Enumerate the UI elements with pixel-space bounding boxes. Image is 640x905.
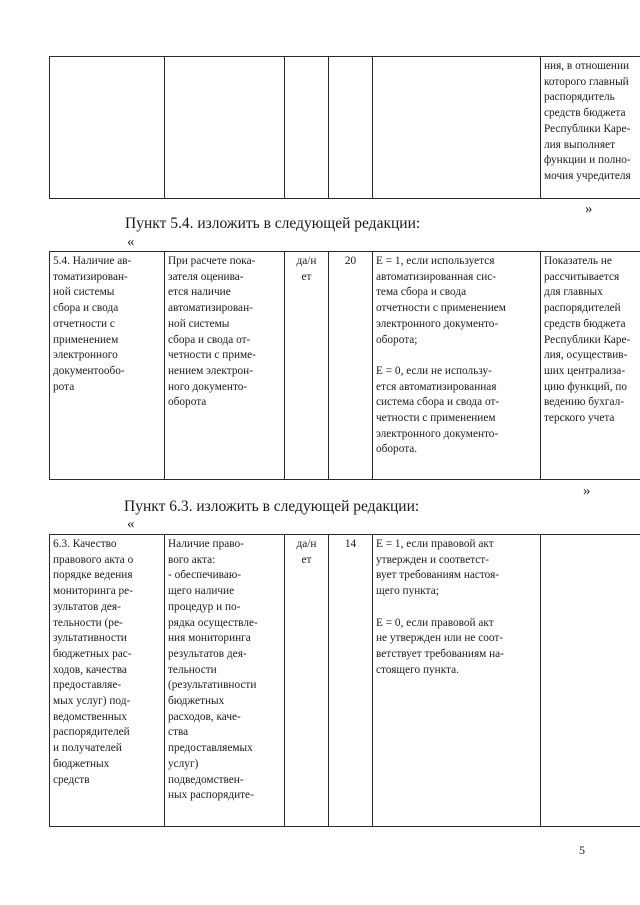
table-row: [50, 535, 640, 827]
weight: 20: [329, 252, 373, 480]
formula: E = 1, если используется автоматизированная сис- тема сбора и свода отчетности с применением электронного документо- оборота; E = 0, если не использу- ется автоматизированная система сбора и свода от- четности с применением электронного документо- оборота.: [373, 252, 541, 480]
cell-weight: [329, 57, 373, 199]
table-row: [50, 252, 640, 480]
note: [541, 535, 640, 827]
cell-calc: [165, 57, 285, 199]
weight: 14: [329, 535, 373, 827]
indicator-table: [49, 534, 640, 827]
indicator-name: 6.3. Качество правового акта о порядке ведения мониторинга ре- зультатов дея- тельности (ре- зультативности бюджетных рас- ходов, качества предоставляе- мых услуг) под- ведомственных распорядителей и получателей бюджетных средств: [50, 535, 165, 827]
section-heading: Пункт 5.4. изложить в следующей редакции:: [125, 215, 421, 232]
closing-quote: »: [585, 201, 593, 217]
formula: E = 1, если правовой акт утвержден и соответст- вует требованиям настоя- щего пункта; E = 0, если правовой акт не утвержден или не соот- ветствует требованиям на- стоящего пункта.: [373, 535, 541, 827]
calculation-method: Наличие право- вого акта: - обеспечиваю- щего наличие процедур и по- рядка осуществле- ния мониторинга результатов дея- тельности (результативности бюджетных расходов, каче- ства предоставляемых услуг) подведомствен- ных распорядите-: [165, 535, 285, 827]
unit: да/н ет: [285, 535, 329, 827]
calculation-method: При расчете пока- зателя оценива- ется наличие автоматизирован- ной системы сбора и свода от- четности с приме- нением электрон- ного документо- оборота: [165, 252, 285, 480]
cell-formula: [373, 57, 541, 199]
page-number: 5: [579, 843, 585, 857]
table-row: [50, 57, 640, 199]
cell-unit: [285, 57, 329, 199]
indicator-name: 5.4. Наличие ав- томатизирован- ной системы сбора и свода отчетности с применением электронного документообо- рота: [50, 252, 165, 480]
opening-quote: «: [127, 234, 135, 250]
note: Показатель не рассчитывается для главных распорядителей средств бюджета Республики Каре- лия, осуществив- ших централиза- цию функций, по ведению бухгал- терского учета: [541, 252, 640, 480]
unit: да/н ет: [285, 252, 329, 480]
continuation-table: [49, 56, 640, 199]
indicator-table: [49, 251, 640, 480]
cell-note: ния, в отношении которого главный распорядитель средств бюджета Республики Каре- лия выполняет функции и полно- мочия учредителя: [541, 57, 640, 199]
cell-name: [50, 57, 165, 199]
opening-quote: «: [127, 516, 135, 532]
section-heading: Пункт 6.3. изложить в следующей редакции:: [124, 498, 420, 515]
closing-quote: »: [583, 483, 591, 499]
